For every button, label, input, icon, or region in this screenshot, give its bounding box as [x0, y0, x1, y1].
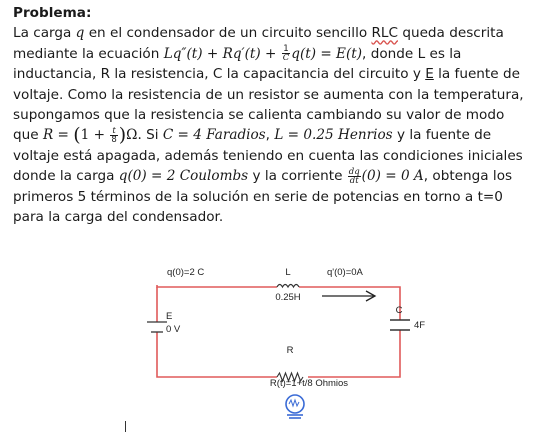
fraction-numerator: dq	[348, 166, 360, 177]
fraction-numerator: t	[112, 125, 116, 136]
rlc-term: RLC	[371, 25, 398, 42]
current-arrow-icon	[322, 291, 375, 301]
fraction-denominator: C	[282, 53, 290, 64]
wire-right-lower	[308, 330, 400, 377]
equation-rhs: q(t) = E(t)	[291, 45, 363, 62]
ohm-symbol: Ω.	[126, 127, 142, 144]
source-value: 0 V	[166, 324, 181, 335]
text-segment: Si	[141, 127, 163, 144]
inductance-value: L = 0.25 Henrios	[274, 127, 393, 144]
e-term: E	[425, 66, 434, 83]
text-segment: queda descrita mediante la ecuación	[13, 25, 504, 62]
inductor-letter: L	[285, 267, 291, 278]
wire-top-left	[157, 285, 277, 287]
fraction-denominator: 8	[111, 134, 117, 145]
inductor-value: 0.25H	[275, 292, 301, 303]
text-segment: , obtenga los primeros 5 términos de la solución en serie de potencias en torno a t=0 para la carga del condensador.	[13, 168, 513, 226]
one-plus: 1 +	[80, 127, 110, 144]
initial-charge: q(0) = 2 Coulombs	[118, 168, 249, 185]
paren-close: )	[118, 124, 127, 147]
resistor-letter: R	[286, 345, 294, 356]
var-q: q	[75, 25, 85, 42]
paren-open: (	[73, 124, 81, 147]
source-letter: E	[166, 311, 173, 322]
text-segment: , donde L es la inductancia, R la resistencia, C la capacitancia del circuito y	[13, 45, 462, 83]
battery-icon	[147, 322, 167, 332]
text-segment: La carga	[13, 25, 76, 42]
text-cursor	[125, 421, 126, 432]
q0-label: q(0)=2 C	[167, 267, 205, 278]
capacitance-value: C = 4 Faradios	[162, 127, 266, 144]
equation-lhs: Lq″(t) + Rq′(t) +	[163, 45, 281, 62]
text-segment: la fuente de voltaje. Como la resistencia de un resistor se aumenta con la temperatura, supongamos que la resistencia se calienta cambiando su valor de modo que	[13, 66, 524, 144]
fraction-denominator: dt	[349, 175, 359, 186]
capacitor-value: 4F	[414, 320, 426, 331]
inductor-icon	[277, 285, 299, 288]
problem-title: Problema:	[13, 5, 92, 21]
capacitor-letter: C	[395, 305, 403, 316]
resistor-value: R(t)=1+t/8 Ohmios	[269, 378, 349, 389]
bulb-icon	[286, 395, 304, 418]
r-equation-start: R =	[42, 127, 74, 144]
dq0-label: q'(0)=0A	[327, 267, 363, 278]
text-segment: y la fuente de voltaje está apagada, además teniendo en cuenta las condiciones iniciales donde la carga	[13, 127, 523, 185]
initial-current: (0) = 0 A	[361, 168, 424, 185]
wire-bottom-left	[157, 332, 277, 377]
text-segment: y la corriente	[248, 168, 347, 185]
capacitor-icon	[390, 320, 410, 330]
text-segment: en el condensador de un circuito sencillo	[84, 25, 372, 42]
separator: ,	[265, 127, 275, 144]
wire-top-right	[299, 287, 400, 320]
fraction-numerator: 1	[283, 44, 289, 55]
